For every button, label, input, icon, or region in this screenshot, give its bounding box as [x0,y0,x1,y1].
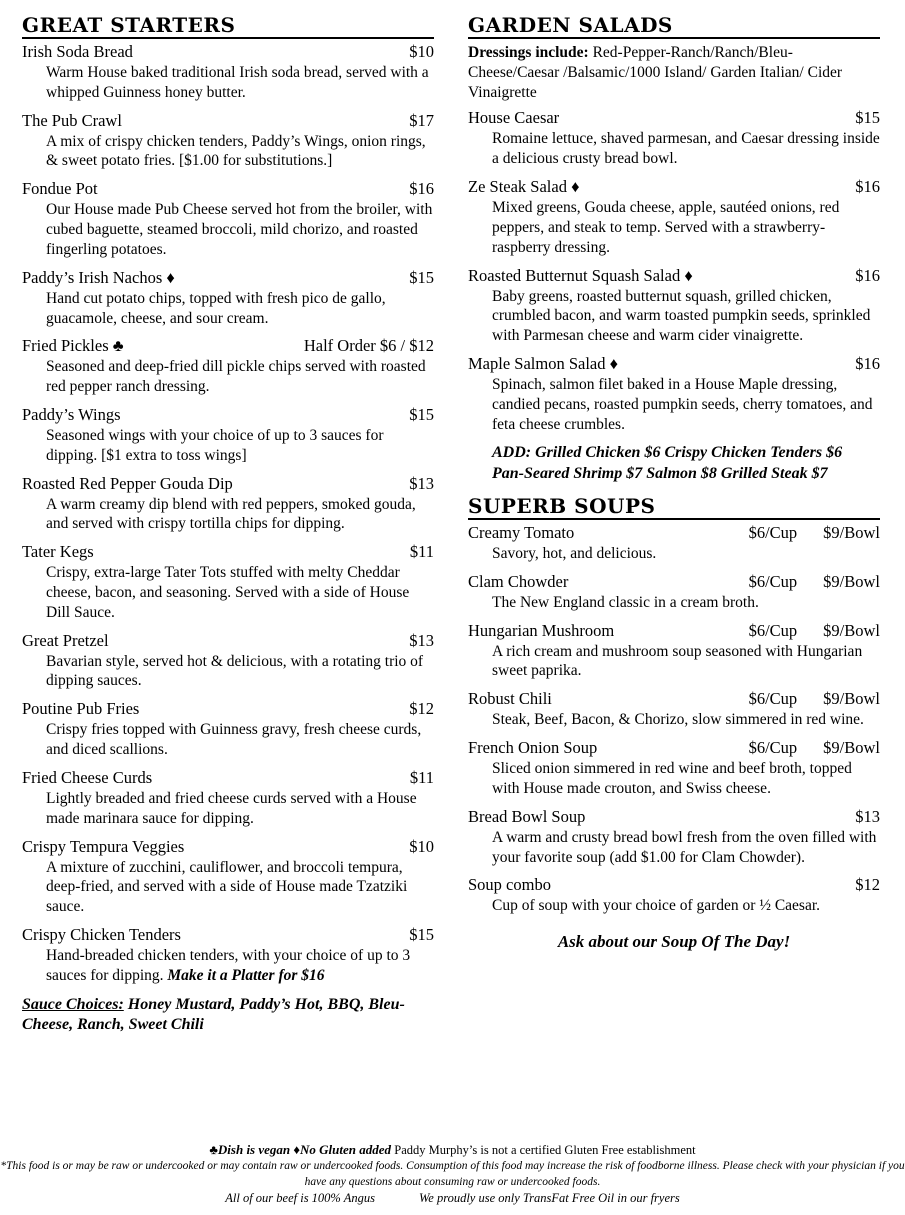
menu-item-description: Sliced onion simmered in red wine and beef broth, topped with House made crouton, and Swiss cheese. [492,760,852,797]
menu-item-head [22,543,434,562]
menu-item-description: Spinach, salmon filet baked in a House Maple dressing, candied pecans, roasted pumpkin seeds, cherry tomatoes, and feta cheese crumbles. [492,375,873,433]
salad-dressings-label: Dressings include: [468,44,589,61]
footer [0,1141,905,1207]
sauce-choices [22,995,434,1037]
menu-item-price-group [749,690,880,709]
menu-item-head [22,475,434,494]
menu-item-description: A rich cream and mushroom soup seasoned with Hungarian sweet paprika. [492,642,863,680]
menu-item-description: Steak, Beef, Bacon, & Chorizo, slow simmered in red wine. [492,711,864,729]
menu-item [22,180,434,259]
menu-item-price-bowl: $9/Bowl [823,523,880,543]
menu-item-description: Bavarian style, served hot & delicious, with a rotating trio of dipping sauces. [46,652,424,690]
menu-item-head [468,876,880,895]
menu-item-head [468,267,880,286]
menu-item-description: Seasoned and deep-fried dill pickle chips served with roasted red pepper ranch dressing. [46,358,426,396]
menu-item-price: $15 [409,924,434,944]
menu-item-name: Paddy’s Wings [22,404,121,424]
footer-beef-note: All of our beef is 100% Angus [225,1191,375,1206]
menu-item-head [468,808,880,827]
footer-notes [0,1190,905,1207]
menu-item [22,43,434,103]
menu-item [22,926,434,986]
menu-item-price: $12 [409,699,434,719]
menu-item-price: $12 [855,875,880,895]
menu-item-name: Fondue Pot [22,179,98,199]
menu-item [468,690,880,730]
menu-item-head [22,632,434,651]
menu-item-price: $10 [409,836,434,856]
menu-item-description: Our House made Pub Cheese served hot from the broiler, with cubed baguette, steamed broccoli, mild chorizo, and roasted fingerling potatoes. [46,201,433,258]
menu-item-head [468,573,880,592]
menu-item-head [468,690,880,709]
menu-item-price-bowl: $9/Bowl [823,571,880,591]
menu-item-description: Cup of soup with your choice of garden or ½ Caesar. [492,897,821,915]
salad-dressings-text: Red-Pepper-Ranch/Ranch/Bleu-Cheese/Caesar /Balsamic/1000 Island/ Garden Italian/ Cider Vinaigrette [468,44,843,101]
menu-item-name: House Caesar [468,108,560,128]
menu-item-price: $15 [409,267,434,287]
menu-item-description: A mix of crispy chicken tenders, Paddy’s Wings, onion rings, & sweet potato fries. [$1.00 for substitutions.] [46,132,426,170]
menu-item [22,337,434,397]
menu-item [468,739,880,799]
menu-item-name: Fried Cheese Curds [22,767,153,787]
menu-item-price-cup: $6/Cup [748,523,798,543]
menu-item-price: $15 [409,404,434,424]
menu-item-price-group [749,573,880,592]
sauce-choices-label: Sauce Choices: [22,995,124,1013]
menu-item-name: Tater Kegs [22,542,94,562]
salad-add-ons-line-2: Pan-Seared Shrimp $7 Salmon $8 Grilled Steak $7 [492,465,828,483]
menu-item-description: A warm creamy dip blend with red peppers, smoked gouda, and served with crispy tortilla chips for dipping. [46,495,416,533]
menu-item-name: Clam Chowder [468,571,569,591]
menu-item-price: $16 [855,177,880,197]
menu-item [468,267,880,346]
menu-item-price: $16 [409,179,434,199]
menu-item-description: The New England classic in a cream broth. [492,593,759,611]
menu-item [22,838,434,917]
menu-item-price: $13 [409,473,434,493]
menu-item-name: Irish Soda Bread [22,42,133,61]
section-title-superb-soups: SUPERB SOUPS [468,495,880,520]
menu-item-head [468,524,880,543]
menu-item-head [22,926,434,945]
footer-gluten-note: Paddy Murphy’s is not a certified Gluten Free establishment [394,1143,696,1158]
menu-item [22,269,434,329]
menu-item-name: Great Pretzel [22,630,109,650]
footer-oil-note: We proudly use only TransFat Free Oil in our fryers [419,1191,680,1206]
menu-item [468,109,880,169]
menu-item-price-cup: $6/Cup [748,738,798,758]
menu-item-head [22,406,434,425]
menu-item [22,769,434,829]
menu-item-name: Crispy Chicken Tenders [22,924,181,944]
soup-of-the-day-note: Ask about our Soup Of The Day! [557,932,791,952]
menu-item-price-cup: $6/Cup [748,571,798,591]
menu-item [468,876,880,916]
menu-item [468,524,880,564]
menu-item-price: $10 [409,42,434,61]
menu-item-price: $11 [409,542,434,562]
menu-item [22,543,434,622]
menu-item-name: Poutine Pub Fries [22,699,140,719]
menu-item [22,700,434,760]
menu-item-price-cup: $6/Cup [748,689,798,709]
menu-item-price: Half Order $6 / $12 [303,336,434,356]
menu-item-description: A warm and crusty bread bowl fresh from the oven filled with your favorite soup (add $1.00 for Clam Chowder). [492,828,877,866]
salad-dressings [468,43,880,102]
menu-item-platter-note: Make it a Platter for $16 [167,966,325,984]
salad-add-ons [468,443,880,485]
menu-item-description: Romaine lettuce, shaved parmesan, and Caesar dressing inside a delicious crusty bread bowl. [492,130,880,168]
menu-item-name: Bread Bowl Soup [468,806,586,826]
menu-item [22,632,434,692]
menu-item-price-cup: $6/Cup [748,620,798,640]
menu-item-head [22,112,434,131]
footer-disclaimer: *This food is or may be raw or undercooked or may contain raw or undercooked foods. Consumption of this food may increase the risk of foodborne illness. Please check with your physician if you have any questions about consuming raw or undercooked foods. [0,1160,905,1188]
menu-item-description: Mixed greens, Gouda cheese, apple, sautéed onions, red peppers, and steak to temp. Served with a strawberry-raspberry dressing. [492,199,840,256]
menu-item-name: Hungarian Mushroom [468,620,615,640]
salad-add-ons-line-1: ADD: Grilled Chicken $6 Crispy Chicken Tenders $6 [492,444,843,462]
menu-item-name: Roasted Butternut Squash Salad ♦ [468,265,693,285]
menu-item-description: Lightly breaded and fried cheese curds served with a House made marinara sauce for dipping. [46,789,417,827]
menu-item-name: Roasted Red Pepper Gouda Dip [22,473,233,493]
menu-item-price-group [749,524,880,543]
menu-item-price-bowl: $9/Bowl [823,689,880,709]
menu-item-name: Creamy Tomato [468,523,575,543]
section-title-great-starters: GREAT STARTERS [22,14,434,39]
menu-item-description: Hand cut potato chips, topped with fresh pico de gallo, guacamole, cheese, and sour cream. [46,289,386,327]
section-title-garden-salads: GARDEN SALADS [468,14,880,39]
menu-item-head [22,769,434,788]
menu-item-name: Crispy Tempura Veggies [22,836,185,856]
menu-item-description: A mixture of zucchini, cauliflower, and broccoli tempura, deep-fried, and served with a side of House made Tzatziki sauce. [46,858,408,916]
menu-item-description-text: Hand-breaded chicken tenders, with your choice of up to 3 sauces for dipping. [46,946,411,984]
menu-item-name: Paddy’s Irish Nachos ♦ [22,267,175,287]
footer-symbols-text: ♣Dish is vegan ♦No Gluten added [209,1142,395,1158]
menu-columns [22,14,883,1036]
column-left [22,14,434,1036]
menu-item [468,573,880,613]
menu-item-name: Maple Salmon Salad ♦ [468,354,619,374]
menu-item-name: Fried Pickles ♣ [22,336,124,356]
menu-item-price-bowl: $9/Bowl [823,620,880,640]
menu-item-description: Baby greens, roasted butternut squash, grilled chicken, crumbled bacon, and warm toasted pumpkin seeds, sprinkled with Parmesan cheese and warm cider vinaigrette. [492,287,871,345]
menu-item-head [22,838,434,857]
menu-item-name: Ze Steak Salad ♦ [468,177,580,197]
menu-item-name: Robust Chili [468,689,552,709]
menu-item-description: Warm House baked traditional Irish soda bread, served with a whipped Guinness honey butter. [46,63,429,101]
menu-item-price: $17 [409,110,434,130]
menu-item-price: $15 [855,108,880,128]
menu-item-description [22,946,434,986]
menu-item-head [22,43,434,62]
menu-item-head [468,622,880,641]
menu-item-description: Seasoned wings with your choice of up to 3 sauces for dipping. [$1 extra to toss wings] [46,426,384,464]
menu-item [22,406,434,466]
column-right [468,14,880,952]
menu-item-head [22,180,434,199]
menu-item-name: Soup combo [468,875,551,895]
menu-item [468,622,880,682]
menu-item [22,112,434,172]
menu-item-price: $11 [409,767,434,787]
menu-item [468,808,880,868]
menu-item-head [468,109,880,128]
menu-item-price: $13 [409,630,434,650]
menu-item-name: The Pub Crawl [22,110,122,130]
menu-item-price-bowl: $9/Bowl [823,738,880,758]
menu-item-description: Savory, hot, and delicious. [492,545,657,563]
menu-item-head [22,700,434,719]
menu-item [22,475,434,535]
sauce-choices-text: Honey Mustard, Paddy’s Hot, BBQ, Bleu-Cheese, Ranch, Sweet Chili [22,995,405,1034]
menu-item-name: French Onion Soup [468,738,598,758]
menu-item-head [22,269,434,288]
menu-item-price-group [749,622,880,641]
menu-item-price: $16 [855,354,880,374]
menu-item [468,355,880,434]
menu-item-head [22,337,434,356]
menu-item-description: Crispy, extra-large Tater Tots stuffed with melty Cheddar cheese, bacon, and seasoning. Served with a side of House Dill Sauce. [46,564,410,621]
menu-item-head [468,178,880,197]
menu-item-head [468,355,880,374]
footer-allergen-line [0,1141,905,1159]
menu-item-price: $16 [855,265,880,285]
menu-item-head [468,739,880,758]
menu-item-price-group [749,739,880,758]
menu-item [468,178,880,257]
menu-item-description: Crispy fries topped with Guinness gravy, fresh cheese curds, and diced scallions. [46,721,422,759]
menu-item-price: $13 [855,806,880,826]
